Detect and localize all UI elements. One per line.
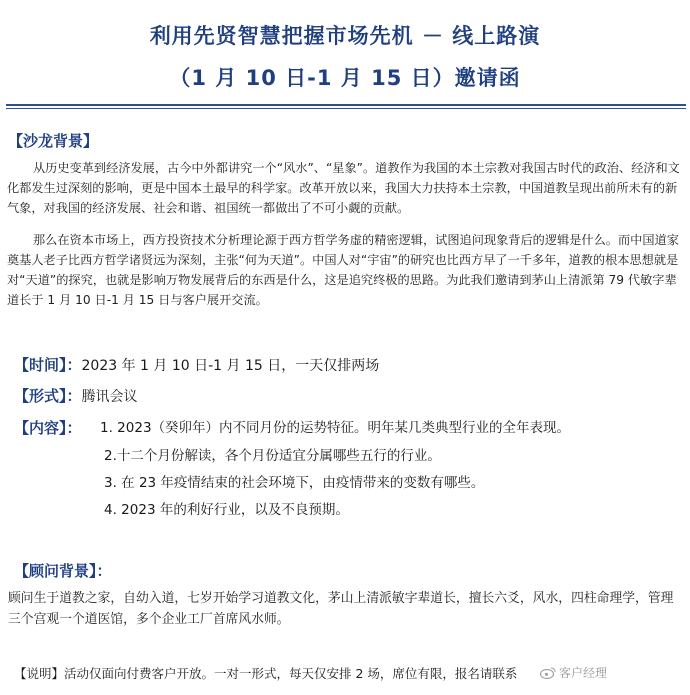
header-divider bbox=[6, 104, 686, 106]
content-item: 2.十二个月份解读，各个月份适宜分属哪些五行的行业。 bbox=[104, 448, 441, 464]
watermark bbox=[540, 664, 607, 681]
footer-note: 【说明】活动仅面向付费客户开放。一对一形式，每天仅安排 2 场，席位有限，报名请联系 bbox=[14, 666, 518, 681]
advisor-heading: 【顾问背景】： bbox=[14, 562, 112, 580]
content-item: 3. 在 23 年疫情结束的社会环境下，由疫情带来的变数有哪些。 bbox=[104, 475, 485, 491]
page-subtitle-dates: （1 月 10 日-1 月 15 日）邀请函 bbox=[169, 66, 521, 90]
background-paragraph-1: 从历史变革到经济发展，古今中外都讲究一个“风水”、“星象”。道教作为我国的本土宗教对我国古时代的政治、经济和文化都发生过深刻的影响，更是中国本土最早的科学家。改革开放以来，我国大力扶持本土宗教，中国道教呈现出前所未有的新气象，对我国的经济发展、社会和谐、祖国统一都做出了不可小觑的贡献。 bbox=[7, 161, 680, 215]
content-item: 4. 2023 年的利好行业，以及不良预期。 bbox=[104, 502, 349, 518]
form-row bbox=[14, 385, 138, 407]
content-label: 【内容】： bbox=[14, 419, 82, 437]
content-item: 1. 2023（癸卯年）内不同月份的运势特征。明年某几类典型行业的全年表现。 bbox=[100, 420, 571, 436]
form-label: 【形式】： bbox=[14, 387, 82, 405]
advisor-text: 顾问生于道教之家，自幼入道，七岁开始学习道教文化，茅山上清派敏字辈道长，擅长六爻，风水，四柱命理学，管理三个宫观一个道医馆，多个企业工厂首席风水师。 bbox=[8, 591, 674, 627]
time-row bbox=[14, 354, 379, 376]
header-divider-thin bbox=[6, 108, 686, 109]
time-label: 【时间】： bbox=[14, 356, 82, 374]
weibo-icon bbox=[540, 667, 556, 679]
watermark-text: 客户经理 bbox=[559, 666, 608, 680]
content-row bbox=[14, 417, 82, 439]
page-title: 利用先贤智慧把握市场先机 － 线上路演 bbox=[149, 24, 541, 48]
background-paragraph-2: 那么在资本市场上，西方投资技术分析理论源于西方哲学务虚的精密逻辑，试图追问现象背后的逻辑是什么。而中国道家奠基人老子比西方哲学诸贤远为深刻，主张“何为天道”。中国人对“宇宙”的研究也比西方早了一千多年，道教的根本思想就是对“天道”的探究，也就是影响万物发展背后的东西是什么，这是追究终极的思路。为此我们邀请到茅山上清派第 79 代敏字辈道长于 1 月 10 日-1 月 15 日与客户展开交流。 bbox=[7, 233, 679, 307]
time-value: 2023 年 1 月 10 日-1 月 15 日，一天仅排两场 bbox=[81, 358, 380, 374]
form-value: 腾讯会议 bbox=[81, 389, 138, 405]
background-heading: 【沙龙背景】 bbox=[8, 132, 99, 150]
